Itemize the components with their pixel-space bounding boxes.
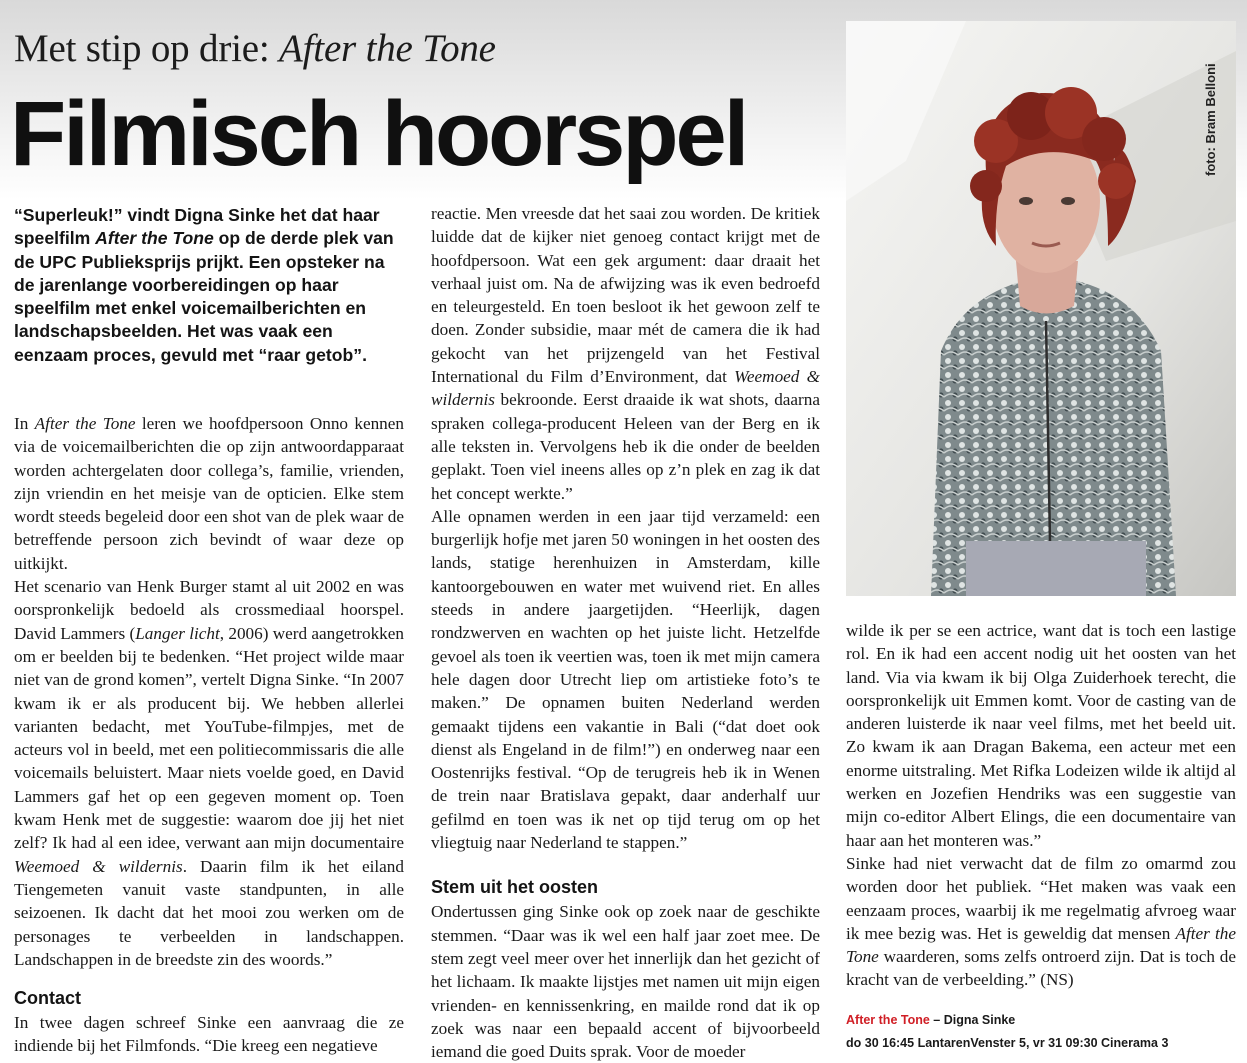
- paragraph: wilde ik per se een actrice, want dat is toch een lastige rol. En ik had een accent nodig uit het oosten van het land. Via via kwam ik bij Olga Zuiderhoek terecht, die oorspronkelijk uit Emmen komt. Voor de casting van de anderen luisterde ik naar veel films, met het beeld uit. Zo kwam ik aan Dragan Bakema, een acteur met een enorme uitstraling. Met Rifka Lodeizen wilde ik altijd al werken en Jozefien Hendriks was een suggestie van mijn co-editor Albert Elings, die een documentaire van haar aan het monteren was.”: [846, 621, 1236, 850]
- paragraph: Sinke had niet verwacht dat de film zo omarmd zou worden door het publiek. “Het maken was vaak een eenzaam proces, waarbij ik me regelmatig afvroeg waar ik mee bezig was. Het is geweldig dat mensen After the Tone waarderen, soms zelfs ontroerd zijn. Dat is toch de kracht van de verbeelding.” (NS): [846, 853, 1236, 990]
- kicker-text: Met stip op drie:: [14, 27, 280, 70]
- subheading-contact: Contact: [14, 988, 81, 1009]
- paragraph: In twee dagen schreef Sinke een aanvraag die ze indiende bij het Filmfonds. “Die kreeg een negatieve: [14, 1013, 404, 1056]
- article-lead: “Superleuk!” vindt Digna Sinke het dat haar speelfilm After the Tone op de derde plek van de UPC Publieksprijs prijkt. Een opsteker na de jarenlange voorbereidingen op haar speelfilm met enkel voicemailberichten en landschapsbeelden. Het was vaak een eenzaam proces, gevuld met “raar getob”.: [14, 205, 394, 365]
- film-info-film-title: After the Tone: [846, 1013, 930, 1027]
- portrait-illustration: [846, 21, 1236, 596]
- article-kicker: [14, 26, 496, 72]
- paragraph: reactie. Men vreesde dat het saai zou worden. De kritiek luidde dat de kijker niet genoeg contact krijgt met de hoofdpersoon. Wat een gek argument: daar draait het verhaal juist om. Na de afwijzing was ik even bedroefd en teleurgesteld. En toen besloot ik het gewoon zelf te doen. Zonder subsidie, maar mét de camera die ik had gekocht van het prijzengeld van het Festival International du Film d’Environment, dat Weemoed & wildernis bekroonde. Eerst draaide ik wat shots, daarna spraken collega-producent Heleen van der Berg en ik alle teksten in. Vervolgens heb ik die onder de beelden geplakt. Toen viel ineens alles op z’n plek en zag ik dat het concept werkte.”: [431, 204, 821, 503]
- paragraph: In After the Tone leren we hoofdpersoon Onno kennen via de voicemailberichten die op zijn antwoordapparaat worden achtergelaten door collega’s, familie, vrienden, zijn vriendin en het meisje van de opticien. Elke stem wordt steeds begeleid door een shot van de plek waar de betreffende persoon zich bevindt of waar deze op uitkijkt.: [14, 414, 404, 573]
- paragraph: Alle opnamen werden in een jaar tijd verzameld: een burgerlijk hofje met jaren 50 woningen in het oosten des lands, statige herenhuizen in Amsterdam, kille kantoorgebouwen en water met wuivend riet. En alles steeds in andere jaargetijden. “Heerlijk, dagen rondzwerven en wachten op het juiste licht. Hetzelfde gevoel als toen ik veertien was, toen ik met mijn camera hele dagen door Utrecht liep om artistieke foto’s te maken.” De opnamen buiten Nederland werden gemaakt tijdens een vakantie in Bali (“dat doet ook dienst als Engeland in de film!”) en onderweg naar een Oostenrijks festival. “Op de terugreis heb ik in Wenen de trein naar Bratislava gepakt, daar anderhalf uur gefilmd en toen was ik net op tijd terug om op het vliegtuig naar Nederland te stappen.”: [431, 506, 820, 853]
- paragraph: Het scenario van Henk Burger stamt al uit 2002 en was oorspronkelijk bedoeld als crossmediaal hoorspel. David Lammers (Langer licht, 2006) werd aangetrokken om er beelden bij te bedenken. “Het project wilde maar niet van de grond komen”, vertelt Digna Sinke. “In 2007 kwam ik er als producent bij. We hebben allerlei varianten bedacht, met YouTube-filmpjes, met de acteurs vol in beeld, met een politiecommissaris die alle voicemails beluistert. Maar niets voelde goed, en David Lammers gaf het op een gegeven moment op. Toen kwam Henk met de suggestie: waarom doe jij het niet zelf? Ik had al een idee, verwant aan mijn documentaire Weemoed & wildernis. Daarin film ik het eiland Tiengemeten vanuit vaste standpunten, in alle seizoenen. Ik dacht dat het mooi zou werken om de personages te verbeelden in landschappen. Landschappen in de breedste zin des woords.”: [14, 577, 404, 969]
- film-info-director: – Digna Sinke: [929, 1013, 1016, 1027]
- kicker-film-title: After the Tone: [279, 27, 496, 70]
- column-3: [846, 619, 1236, 992]
- film-info-title: [846, 1012, 1236, 1028]
- paragraph: Ondertussen ging Sinke ook op zoek naar de geschikte stemmen. “Daar was ik wel een half jaar zoet mee. De stem zegt veel meer over het innerlijk dan het gezicht of het lichaam. Ik maakte lijstjes met namen uit mijn eigen vrienden- en kennissenkring, en mailde rond dat ik op zoek was naar een bepaald accent of bijvoorbeeld iemand die goed Duits sprak. Voor de moeder: [431, 902, 820, 1062]
- column-2: [431, 202, 820, 1063]
- photo-credit: foto: Bram Belloni: [1203, 63, 1218, 176]
- article-headline: Filmisch hoorspel: [10, 83, 747, 185]
- portrait-photo: [846, 21, 1236, 596]
- subheading-stem-uit-het-oosten: Stem uit het oosten: [431, 877, 599, 898]
- film-info-schedule: do 30 16:45 LantarenVenster 5, vr 31 09:30 Cinerama 3: [846, 1036, 1169, 1050]
- column-1: [14, 412, 404, 1058]
